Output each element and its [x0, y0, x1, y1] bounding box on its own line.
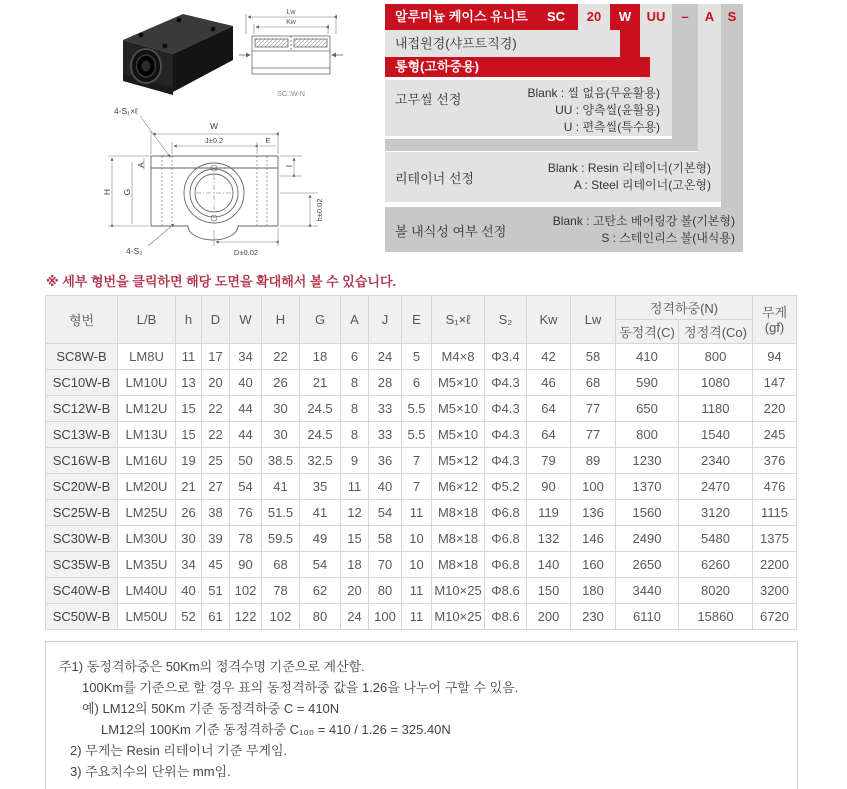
spec-cell: 70 — [369, 552, 402, 578]
spec-cell: 25 — [202, 448, 230, 474]
dim-label-h-center: h±0.02 — [315, 198, 324, 222]
spec-cell: 3200 — [753, 578, 797, 604]
spec-cell: 49 — [300, 526, 341, 552]
spec-cell: M5×10 — [432, 396, 485, 422]
seal-selection-label: 고무씰 선정 — [395, 92, 462, 107]
col-header-w: W — [230, 296, 262, 344]
footnote-line: 3) 주요치수의 단위는 mm임. — [70, 764, 231, 779]
footnote-line: 예) LM12의 50Km 기준 동정격하중 C = 410N — [82, 701, 340, 716]
dim-label-kw: Kw — [286, 19, 296, 26]
spec-cell: 245 — [753, 422, 797, 448]
spec-cell: 6 — [402, 370, 432, 396]
spec-cell: 7 — [402, 448, 432, 474]
spec-cell: 146 — [571, 526, 616, 552]
footnotes-box — [45, 641, 798, 789]
spec-cell: 39 — [202, 526, 230, 552]
dim-label-a: A — [136, 162, 146, 168]
footnote-line: 주1) 동정격하중은 50Km의 정격수명 기준으로 계산함. — [59, 659, 365, 674]
code-segment-type: W — [618, 9, 632, 24]
spec-cell: 15 — [341, 526, 369, 552]
spec-cell: 8 — [341, 396, 369, 422]
code-segment-seal: UU — [646, 9, 666, 24]
spec-cell: 94 — [753, 344, 797, 370]
spec-cell: 38 — [202, 500, 230, 526]
spec-cell: 1080 — [679, 370, 753, 396]
spec-cell: 10 — [402, 552, 432, 578]
spec-cell: 11 — [176, 344, 202, 370]
spec-cell: 650 — [616, 396, 679, 422]
table-row — [46, 448, 797, 474]
code-segment-ball: S — [727, 9, 737, 24]
spec-cell: 20 — [202, 370, 230, 396]
spec-cell: 78 — [262, 578, 300, 604]
spec-cell: 59.5 — [262, 526, 300, 552]
spec-cell: 24.5 — [300, 422, 341, 448]
spec-cell: 77 — [571, 422, 616, 448]
spec-cell: 18 — [300, 344, 341, 370]
spec-cell: 80 — [369, 578, 402, 604]
weight-header-line1: 무게 — [761, 304, 788, 320]
spec-cell: 68 — [262, 552, 300, 578]
code-segment-retainer: A — [704, 9, 715, 24]
spec-cell: 17 — [202, 344, 230, 370]
spec-cell: 2470 — [679, 474, 753, 500]
spec-cell: Φ4.3 — [485, 370, 527, 396]
spec-cell: 147 — [753, 370, 797, 396]
model-link-cell[interactable]: SC12W-B — [46, 396, 118, 422]
spec-cell: 40 — [369, 474, 402, 500]
spec-cell: 11 — [402, 500, 432, 526]
spec-cell: 78 — [230, 526, 262, 552]
spec-cell: 1180 — [679, 396, 753, 422]
spec-cell: 220 — [753, 396, 797, 422]
retainer-selection-label: 리테이너 선정 — [395, 171, 474, 186]
spec-cell: 26 — [176, 500, 202, 526]
model-link-cell[interactable]: SC13W-B — [46, 422, 118, 448]
spec-cell: 102 — [230, 578, 262, 604]
dim-label-i: I — [284, 164, 294, 168]
retainer-options — [548, 160, 711, 194]
spec-cell: LM10U — [118, 370, 176, 396]
spec-cell: LM16U — [118, 448, 176, 474]
spec-cell: 77 — [571, 396, 616, 422]
spec-cell: 10 — [402, 526, 432, 552]
spec-cell: 24.5 — [300, 396, 341, 422]
spec-cell: 376 — [753, 448, 797, 474]
col-header-model: 형번 — [46, 296, 118, 344]
spec-cell: LM13U — [118, 422, 176, 448]
spec-cell: 32.5 — [300, 448, 341, 474]
col-header-static: 정정격(Co) — [679, 320, 753, 344]
retainer-option: Blank : Resin 리테이너(기본형) — [547, 161, 711, 175]
dim-label-j: J±0.2 — [204, 136, 224, 145]
code-title-band — [385, 4, 578, 30]
spec-cell: Φ8.6 — [485, 578, 527, 604]
spec-cell: 11 — [341, 474, 369, 500]
spec-cell: 12 — [341, 500, 369, 526]
col-header-j: J — [369, 296, 402, 344]
model-link-cell[interactable]: SC16W-B — [46, 448, 118, 474]
spec-cell: 44 — [230, 422, 262, 448]
col-header-dynamic: 동정격(C) — [616, 320, 679, 344]
code-title: 알루미늄 케이스 유니트 — [395, 9, 528, 24]
model-link-cell[interactable]: SC40W-B — [46, 578, 118, 604]
model-link-cell[interactable]: SC35W-B — [46, 552, 118, 578]
model-link-cell[interactable]: SC30W-B — [46, 526, 118, 552]
spec-cell: LM30U — [118, 526, 176, 552]
dim-label-h-total: H — [102, 188, 112, 196]
spec-cell: 3440 — [616, 578, 679, 604]
spec-cell: 1115 — [753, 500, 797, 526]
spec-cell: 26 — [262, 370, 300, 396]
table-row — [46, 500, 797, 526]
spec-cell: 2340 — [679, 448, 753, 474]
dim-label-lw: Lw — [286, 9, 296, 16]
spec-cell: 2490 — [616, 526, 679, 552]
retainer-option: A : Steel 리테이너(고온형) — [573, 178, 711, 192]
order-code-diagram — [385, 4, 743, 252]
spec-cell: 34 — [176, 552, 202, 578]
spec-cell: 8 — [341, 422, 369, 448]
col-header-s1: S₁×ℓ — [432, 296, 485, 344]
spec-cell: 41 — [262, 474, 300, 500]
dim-label-s1: 4-S₁×ℓ — [114, 106, 138, 116]
spec-cell: 61 — [202, 604, 230, 630]
spec-cell: 13 — [176, 370, 202, 396]
spec-cell: Φ6.8 — [485, 552, 527, 578]
spec-cell: 30 — [262, 396, 300, 422]
spec-cell: 410 — [616, 344, 679, 370]
spec-cell: 52 — [176, 604, 202, 630]
spec-cell: 5.5 — [402, 422, 432, 448]
spec-cell: 5480 — [679, 526, 753, 552]
spec-cell: 90 — [230, 552, 262, 578]
spec-cell: 44 — [230, 396, 262, 422]
spec-cell: 1370 — [616, 474, 679, 500]
footnote-line: 100Km를 기준으로 할 경우 표의 동정격하중 값을 1.26을 나누어 구할 수 있음. — [82, 680, 519, 695]
spec-cell: 76 — [230, 500, 262, 526]
spec-cell: 40 — [176, 578, 202, 604]
spec-cell: 200 — [527, 604, 571, 630]
spec-cell: 2200 — [753, 552, 797, 578]
spec-cell: 3120 — [679, 500, 753, 526]
col-header-lb: L/B — [118, 296, 176, 344]
spec-cell: 119 — [527, 500, 571, 526]
spec-cell: 54 — [300, 552, 341, 578]
col-header-load-rating: 정격하중(N) — [616, 296, 753, 320]
spec-cell: 64 — [527, 422, 571, 448]
spec-cell: 30 — [262, 422, 300, 448]
spec-cell: 89 — [571, 448, 616, 474]
spec-cell: 5.5 — [402, 396, 432, 422]
spec-cell: LM8U — [118, 344, 176, 370]
spec-cell: 1540 — [679, 422, 753, 448]
dim-label-e: E — [265, 136, 271, 145]
spec-cell: 21 — [176, 474, 202, 500]
spec-cell: 51.5 — [262, 500, 300, 526]
spec-cell: Φ4.3 — [485, 422, 527, 448]
col-header-a: A — [341, 296, 369, 344]
spec-cell: 68 — [571, 370, 616, 396]
table-row — [46, 370, 797, 396]
spec-cell: M8×18 — [432, 526, 485, 552]
table-row — [46, 552, 797, 578]
spec-cell: 800 — [679, 344, 753, 370]
spec-cell: Φ8.6 — [485, 604, 527, 630]
spec-cell: 80 — [300, 604, 341, 630]
spec-cell: LM12U — [118, 396, 176, 422]
spec-cell: 100 — [369, 604, 402, 630]
spec-cell: 22 — [202, 396, 230, 422]
spec-cell: 41 — [300, 500, 341, 526]
spec-cell: M5×10 — [432, 370, 485, 396]
ball-selection-label: 볼 내식성 여부 선정 — [395, 224, 507, 239]
spec-cell: 33 — [369, 396, 402, 422]
table-row — [46, 604, 797, 630]
model-link-cell[interactable]: SC50W-B — [46, 604, 118, 630]
spec-cell: 11 — [402, 604, 432, 630]
seal-option: U : 편측씰(특수용) — [563, 120, 660, 134]
spec-cell: 45 — [202, 552, 230, 578]
shaft-diameter-row: 내접원경(샤프트직경) — [385, 30, 620, 57]
spec-cell: Φ5.2 — [485, 474, 527, 500]
model-link-cell[interactable]: SC25W-B — [46, 500, 118, 526]
spec-cell: M10×25 — [432, 604, 485, 630]
col-header-e: E — [402, 296, 432, 344]
spec-cell: M10×25 — [432, 578, 485, 604]
table-row — [46, 526, 797, 552]
code-segment-bore: 20 — [586, 9, 602, 24]
spec-cell: 22 — [202, 422, 230, 448]
spec-cell: M4×8 — [432, 344, 485, 370]
spec-cell: 100 — [571, 474, 616, 500]
spec-cell: 6720 — [753, 604, 797, 630]
spec-cell: 15860 — [679, 604, 753, 630]
col-header-kw: Kw — [527, 296, 571, 344]
spec-cell: LM20U — [118, 474, 176, 500]
spec-cell: 9 — [341, 448, 369, 474]
spec-cell: M8×18 — [432, 500, 485, 526]
spec-cell: 90 — [527, 474, 571, 500]
product-photo — [95, 2, 235, 97]
spec-cell: LM35U — [118, 552, 176, 578]
spec-cell: 40 — [230, 370, 262, 396]
spec-cell: 54 — [369, 500, 402, 526]
spec-cell: 122 — [230, 604, 262, 630]
spec-cell: 15 — [176, 422, 202, 448]
seal-options — [528, 85, 661, 136]
col-header-h: h — [176, 296, 202, 344]
spec-cell: 1560 — [616, 500, 679, 526]
spec-cell: LM50U — [118, 604, 176, 630]
dash-connector-band — [385, 139, 698, 151]
ball-option: S : 스테인리스 볼(내식용) — [601, 231, 735, 245]
spec-cell: 160 — [571, 552, 616, 578]
long-type-row: 롱형(고하중용) — [385, 57, 650, 77]
dim-label-s2: 4-S₂ — [126, 246, 143, 256]
spec-cell: 15 — [176, 396, 202, 422]
screw-hole-icon — [177, 18, 182, 23]
screw-hole-icon — [163, 44, 168, 49]
spec-cell: M6×12 — [432, 474, 485, 500]
model-link-cell[interactable]: SC10W-B — [46, 370, 118, 396]
spec-cell: Φ4.3 — [485, 448, 527, 474]
spec-cell: LM25U — [118, 500, 176, 526]
side-view-caption: SC□W-N — [277, 91, 305, 98]
spec-cell: 36 — [369, 448, 402, 474]
spec-cell: Φ4.3 — [485, 396, 527, 422]
front-view-drawing — [96, 98, 354, 263]
spec-cell: 35 — [300, 474, 341, 500]
spec-table-body — [46, 344, 797, 630]
col-header-g: G — [300, 296, 341, 344]
spec-table — [45, 295, 797, 630]
spec-cell: 590 — [616, 370, 679, 396]
ball-options — [553, 213, 735, 247]
spec-cell: 476 — [753, 474, 797, 500]
spec-cell: 42 — [527, 344, 571, 370]
table-click-note: ※ 세부 형번을 클릭하면 해당 도면을 확대해서 볼 수 있습니다. — [46, 274, 397, 289]
spec-cell: Φ6.8 — [485, 526, 527, 552]
table-row — [46, 474, 797, 500]
spec-cell: 180 — [571, 578, 616, 604]
code-prefix: SC — [546, 9, 565, 24]
col-header-d: D — [202, 296, 230, 344]
screw-hole-icon — [139, 33, 144, 38]
spec-cell: 1375 — [753, 526, 797, 552]
spec-cell: 38.5 — [262, 448, 300, 474]
col-header-hh: H — [262, 296, 300, 344]
spec-cell: 51 — [202, 578, 230, 604]
spec-cell: 11 — [402, 578, 432, 604]
spec-cell: LM40U — [118, 578, 176, 604]
spec-cell: 6260 — [679, 552, 753, 578]
spec-cell: 27 — [202, 474, 230, 500]
spec-cell: M5×10 — [432, 422, 485, 448]
spec-cell: 30 — [176, 526, 202, 552]
spec-cell: 8020 — [679, 578, 753, 604]
spec-cell: Φ3.4 — [485, 344, 527, 370]
model-link-cell[interactable]: SC20W-B — [46, 474, 118, 500]
spec-cell: 20 — [341, 578, 369, 604]
dim-label-w: W — [209, 121, 219, 131]
spec-cell: M8×18 — [432, 552, 485, 578]
spec-cell: 800 — [616, 422, 679, 448]
spec-cell: 140 — [527, 552, 571, 578]
spec-cell: 150 — [527, 578, 571, 604]
spec-cell: 19 — [176, 448, 202, 474]
model-link-cell[interactable]: SC8W-B — [46, 344, 118, 370]
spec-cell: 6 — [341, 344, 369, 370]
spec-cell: 79 — [527, 448, 571, 474]
col-header-s2: S₂ — [485, 296, 527, 344]
spec-cell: 132 — [527, 526, 571, 552]
seal-option: Blank : 씰 없음(무윤활용) — [527, 86, 660, 100]
spec-cell: 18 — [341, 552, 369, 578]
spec-cell: 6110 — [616, 604, 679, 630]
spec-cell: 62 — [300, 578, 341, 604]
seal-selection-section — [385, 80, 672, 136]
spec-cell: 5 — [402, 344, 432, 370]
spec-cell: 58 — [369, 526, 402, 552]
spec-cell: 58 — [571, 344, 616, 370]
col-header-lw: Lw — [571, 296, 616, 344]
spec-cell: 28 — [369, 370, 402, 396]
spec-cell: 46 — [527, 370, 571, 396]
spec-cell: 21 — [300, 370, 341, 396]
spec-cell: 22 — [262, 344, 300, 370]
spec-cell: 136 — [571, 500, 616, 526]
spec-cell: 8 — [341, 370, 369, 396]
side-view-drawing — [238, 6, 344, 100]
spec-cell: 34 — [230, 344, 262, 370]
footnote-line: 2) 무게는 Resin 리테이너 기준 무게임. — [70, 743, 288, 758]
seal-option: UU : 양측씰(윤활용) — [555, 103, 660, 117]
table-row — [46, 344, 797, 370]
spec-cell: 54 — [230, 474, 262, 500]
table-row — [46, 422, 797, 448]
spec-cell: 24 — [369, 344, 402, 370]
ball-selection-section — [385, 207, 743, 252]
bearing-shaft-hole — [142, 61, 151, 72]
dim-label-g: G — [122, 188, 132, 196]
spec-cell: 102 — [262, 604, 300, 630]
spec-cell: 230 — [571, 604, 616, 630]
spec-cell: 33 — [369, 422, 402, 448]
retainer-selection-section — [385, 152, 721, 202]
table-row — [46, 578, 797, 604]
weight-header-line2: (gf) — [764, 319, 785, 335]
footnote-line: LM12의 100Km 기준 동정격하중 C₁₀₀ = 410 / 1.26 = 325.40N — [101, 722, 451, 737]
spec-cell: 24 — [341, 604, 369, 630]
spec-cell: 64 — [527, 396, 571, 422]
col-header-weight — [753, 296, 797, 344]
screw-hole-icon — [211, 27, 216, 32]
spec-cell: Φ6.8 — [485, 500, 527, 526]
ball-option: Blank : 고탄소 베어링강 볼(기본형) — [552, 214, 735, 228]
spec-cell: 7 — [402, 474, 432, 500]
spec-cell: 50 — [230, 448, 262, 474]
spec-cell: 2650 — [616, 552, 679, 578]
spec-cell: M5×12 — [432, 448, 485, 474]
spec-cell: 1230 — [616, 448, 679, 474]
table-row — [46, 396, 797, 422]
code-segment-dash: – — [681, 9, 689, 24]
dim-label-d: D±0.02 — [233, 248, 259, 257]
